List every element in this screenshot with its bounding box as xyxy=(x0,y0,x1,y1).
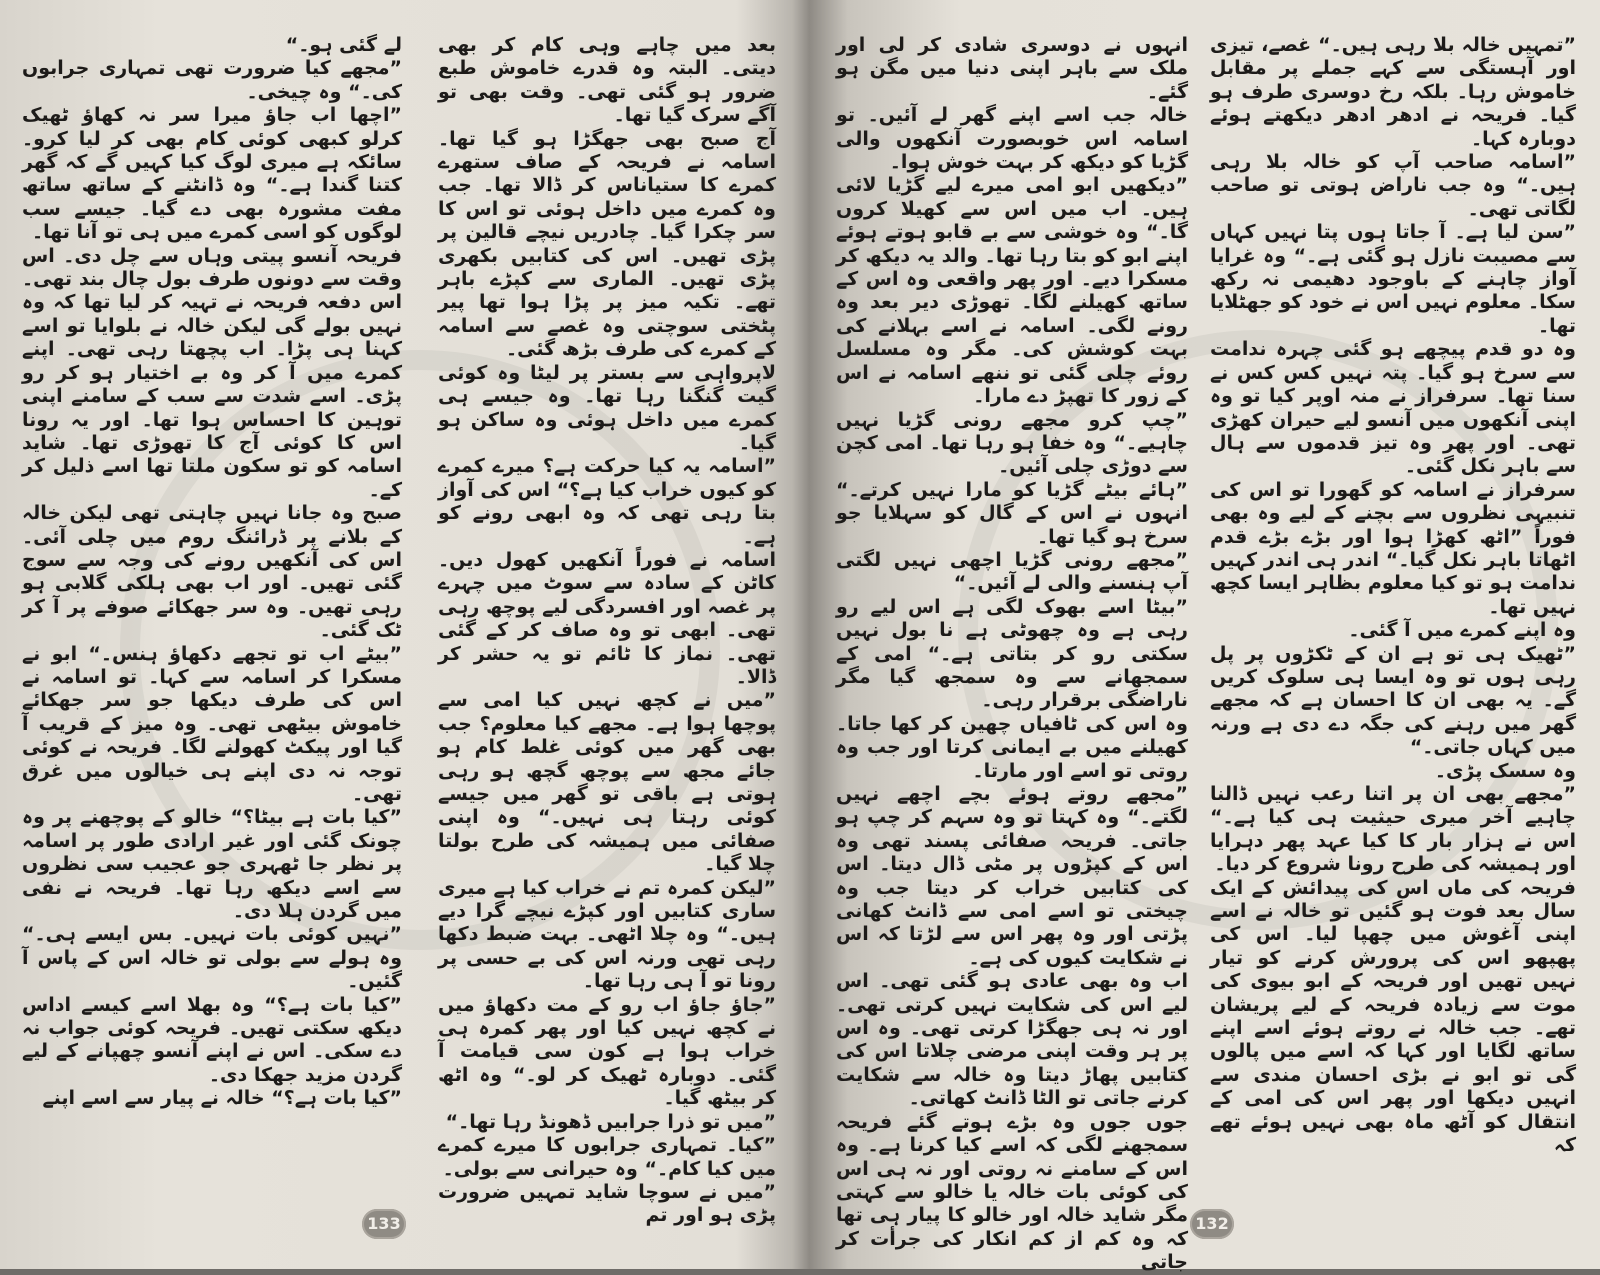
paragraph: ”کیا بات ہے؟“ وہ بھلا اسے کیسے اداس دیکھ سکتی تھیں۔ فریحہ کوئی جواب نہ دے سکی۔ اس نے اپنے آنسو چھپانے کے لیے گردن مزید جھکا دی۔ xyxy=(22,993,402,1086)
paragraph: ”کیا بات ہے بیٹا؟“ خالو کے پوچھنے پر وہ چونک گئی اور غیر ارادی طور پر اسامہ پر نظر جا ٹھہری جو عجیب سی نظروں سے اسے دیکھ رہا تھا۔ فریحہ نے نفی میں گردن ہلا دی۔ xyxy=(22,806,402,923)
paragraph: وہ اس کی ٹافیاں چھین کر کھا جاتا۔ کھیلنے میں بے ایمانی کرتا اور جب وہ روتی تو اسے اور مارتا۔ xyxy=(836,712,1188,782)
paragraph: ”جاؤ جاؤ اب رو کے مت دکھاؤ میں نے کچھ نہیں کیا اور پھر کمرہ ہی خراب ہوا ہے کون سی قیامت آ گئی۔ دوبارہ ٹھیک کر لو۔“ وہ اٹھ کر بیٹھ گیا۔ xyxy=(438,993,776,1110)
right-page-left-column xyxy=(836,34,1188,1274)
paragraph: انہوں نے دوسری شادی کر لی اور ملک سے باہر اپنی دنیا میں مگن ہو گئے۔ xyxy=(836,34,1188,103)
paragraph: ”ہائے بیٹے گڑیا کو مارا نہیں کرتے۔“ انہوں نے اس کے گال کو سہلایا جو سرخ ہو گیا تھا۔ xyxy=(836,478,1188,548)
paragraph: آج صبح بھی جھگڑا ہو گیا تھا۔ اسامہ نے فریحہ کے صاف ستھرے کمرے کا ستیاناس کر ڈالا تھا۔ جب وہ کمرے میں داخل ہوئی تو اس کا سر چکرا گیا۔ چادریں نیچے قالین پر پڑی تھیں۔ اس کی کتابیں بکھری پڑی تھیں۔ الماری سے کپڑے باہر تھے۔ تکیہ میز پر پڑا ہوا تھا پیر پٹختی سوچتی وہ غصے سے اسامہ کے کمرے کی طرف بڑھ گئی۔ xyxy=(438,127,776,361)
paragraph: ”کیا۔ تمہاری جرابوں کا میرے کمرے میں کیا کام۔“ وہ حیرانی سے بولی۔ xyxy=(438,1134,776,1180)
paragraph: ”اسامہ صاحب آپ کو خالہ بلا رہی ہیں۔“ وہ جب ناراض ہوتی تو صاحب لگاتی تھی۔ xyxy=(1210,151,1576,220)
paragraph: ”مجھے رونی گڑیا اچھی نہیں لگتی آپ ہنسنے والی لے آئیں۔“ xyxy=(836,548,1188,595)
paragraph: وہ دو قدم پیچھے ہو گئی چہرہ ندامت سے سرخ ہو گیا۔ پتہ نہیں کس کس نے سنا تھا۔ سرفراز نے منہ اوپر کیا تو وہ اپنی آنکھوں میں آنسو لیے حیران کھڑی تھی۔ اور پھر وہ تیز قدموں سے ہال سے باہر نکل گئی۔ xyxy=(1210,338,1576,478)
paragraph: ”میں تو ذرا جرابیں ڈھونڈ رہا تھا۔“ xyxy=(445,1110,776,1133)
paragraph: ”کیا بات ہے؟“ خالہ نے پیار سے اسے اپنے xyxy=(42,1087,402,1110)
paragraph: ”لیکن کمرہ تم نے خراب کیا ہے میری ساری کتابیں اور کپڑے نیچے گرا دیے ہیں۔“ وہ چلا اٹھی۔ بہت ضبط دکھا رہی تھی ورنہ اس کی بے حسی پر رونا تو آ ہی رہا تھا۔ xyxy=(438,876,776,993)
paragraph: فریحہ آنسو پیتی وہاں سے چل دی۔ اس وقت سے دونوں طرف بول چال بند تھی۔ اس دفعہ فریحہ نے تہیہ کر لیا تھا کہ وہ نہیں بولے گی لیکن خالہ نے بلوایا تو اسے کہنا ہی پڑا۔ اب پچھتا رہی تھی۔ اپنے کمرے میں آ کر وہ بے اختیار ہو کر رو پڑی۔ اسے شدت سے سب کے سامنے اپنی توہین کا احساس ہوا تھا۔ اور یہ رونا اس کا کوئی آج کا تھوڑی تھا۔ شاید اسامہ کو تو سکون ملتا تھا اسے ذلیل کر کے۔ xyxy=(22,244,402,501)
paragraph: وہ سسک پڑی۔ xyxy=(1434,759,1576,782)
paragraph: ”اچھا اب جاؤ میرا سر نہ کھاؤ ٹھیک کرلو کبھی کوئی کام بھی کر لیا کرو۔ سائکہ ہے میری لوگ کیا کہیں گے کہ گھر کتنا گندا ہے۔“ وہ ڈانٹنے کے ساتھ ساتھ مفت مشورہ بھی دے گیا۔ جیسے سب لوگوں کو اسی کمرے میں ہی تو آنا تھا۔ xyxy=(22,104,402,244)
paragraph: جوں جوں وہ بڑے ہوتے گئے فریحہ سمجھنے لگی کہ اسے کیا کرنا ہے۔ وہ اس کے سامنے نہ روتی اور نہ ہی اس کی کوئی بات خالہ یا خالو سے کہتی مگر شاید خالہ اور خالو کا پیار ہی تھا کہ وہ کم از کم انکار کی جرأت کر جاتی xyxy=(836,1110,1188,1274)
paragraph: ”بیٹا اسے بھوک لگی ہے اس لیے رو رہی ہے وہ چھوٹی ہے نا بول نہیں سکتی رو کر بتاتی ہے۔“ امی کے سمجھانے سے وہ سمجھ گیا مگر ناراضگی برقرار رہی۔ xyxy=(836,595,1188,712)
left-page-right-column xyxy=(438,34,776,1227)
left-page-left-column xyxy=(22,34,402,1199)
paragraph: سرفراز نے اسامہ کو گھورا تو اس کی تنبیہی نظروں سے بچنے کے لیے وہ بھی فوراً ”اٹھ کھڑا ہوا اور بڑے بڑے قدم اٹھاتا باہر نکل گیا۔“ اندر ہی اندر کہیں ندامت ہو تو کیا معلوم بظاہر ایسا کچھ نہیں تھا۔ xyxy=(1210,478,1576,618)
paragraph: ”مجھے کیا ضرورت تھی تمہاری جرابوں کی۔“ وہ چیخی۔ xyxy=(22,57,402,103)
paragraph: ”چپ کرو مجھے رونی گڑیا نہیں چاہیے۔“ وہ خفا ہو رہا تھا۔ امی کچن سے دوڑی چلی آئیں۔ xyxy=(836,408,1188,478)
paragraph: صبح وہ جانا نہیں چاہتی تھی لیکن خالہ کے بلانے پر ڈرائنگ روم میں چلی آئی۔ اس کی آنکھیں رونے کی وجہ سے سوج گئی تھیں۔ اور اب بھی ہلکی گلابی ہو رہی تھیں۔ وہ سر جھکائے صوفے پر آ کر ٹک گئی۔ xyxy=(22,502,402,642)
page-number: 132 xyxy=(1190,1209,1234,1239)
paragraph: لے گئی ہو۔“ xyxy=(285,34,402,56)
paragraph: ”دیکھیں ابو امی میرے لیے گڑیا لائی ہیں۔ اب میں اس سے کھیلا کروں گا۔“ وہ خوشی سے بے قابو ہوتے ہوئے اپنے ابو کو بتا رہا تھا۔ والد یہ دیکھ کر مسکرا دیے۔ اور پھر واقعی وہ اس کے ساتھ کھیلنے لگا۔ تھوڑی دیر بعد وہ رونے لگی۔ اسامہ نے اسے بہلانے کی بہت کوشش کی۔ مگر وہ مسلسل روئے چلی گئی تو ننھے اسامہ نے اس کے زور کا تھپڑ دے مارا۔ xyxy=(836,174,1188,408)
paragraph: خالہ جب اسے اپنے گھر لے آئیں۔ تو اسامہ اس خوبصورت آنکھوں والی گڑیا کو دیکھ کر بہت خوش ہوا۔ xyxy=(836,104,1188,174)
page-number: 133 xyxy=(362,1209,406,1239)
paragraph: ”مجھے روتے ہوئے بچے اچھے نہیں لگتے۔“ وہ کہتا تو وہ سہم کر چپ ہو جاتی۔ فریحہ صفائی پسند تھی وہ اس کے کپڑوں پر مٹی ڈال دیتا۔ اس کی کتابیں خراب کر دیتا جب وہ چیختی تو اسے امی سے ڈانٹ کھانی پڑتی اور وہ پھر اس سے لڑتا کہ اس نے شکایت کیوں کی ہے۔ xyxy=(836,783,1188,969)
paragraph: ”نہیں کوئی بات نہیں۔ بس ایسے ہی۔“ وہ ہولے سے بولی تو خالہ اس کے پاس آ گئیں۔ xyxy=(22,923,402,993)
paragraph: ”تمہیں خالہ بلا رہی ہیں۔“ غصے، تیزی اور آہستگی سے کہے جملے پر مقابل خاموش رہا۔ بلکہ رخ دوسری طرف ہو گیا۔ فریحہ نے ادھر ادھر دیکھتے ہوئے دوبارہ کہا۔ xyxy=(1210,34,1576,150)
paragraph: اسامہ نے فوراً آنکھیں کھول دیں۔ کاٹن کے سادہ سے سوٹ میں چہرے پر غصہ اور افسردگی لیے پوچھ رہی تھی۔ ابھی تو وہ صاف کر کے گئی تھی۔ نماز کا ٹائم تو یہ حشر کر ڈالا۔ xyxy=(438,548,776,688)
paragraph: ”اسامہ یہ کیا حرکت ہے؟ میرے کمرے کو کیوں خراب کیا ہے؟“ اس کی آواز بتا رہی تھی کہ وہ ابھی رونے کو ہے۔ xyxy=(438,455,776,548)
right-page-right-column xyxy=(1210,34,1576,1199)
paragraph: وہ اپنے کمرے میں آ گئی۔ xyxy=(1348,619,1576,642)
paragraph: فریحہ کی ماں اس کی پیدائش کے ایک سال بعد فوت ہو گئیں تو خالہ نے اسے اپنی آغوش میں چھپا لیا۔ اس کی پھپھو اس کی پرورش کرنے کو تیار نہیں تھیں اور فریحہ کے ابو بیوی کی موت سے زیادہ فریحہ کے لیے پریشان تھے۔ جب خالہ نے روتے ہوئے اسے اپنے ساتھ لگایا اور کہا کہ اسے میں پالوں گی تو ابو نے بڑی احسان مندی سے انہیں دیکھا اور پھر اس کی امی کے انتقال کو آٹھ ماہ بھی نہیں ہوئے تھے کہ xyxy=(1210,876,1576,1157)
paragraph: ”ٹھیک ہی تو ہے ان کے ٹکڑوں پر پل رہی ہوں تو وہ ایسا ہی سلوک کریں گے۔ یہ بھی ان کا احسان ہے کہ مجھے گھر میں رہنے کی جگہ دے دی ہے ورنہ میں کہاں جاتی۔“ xyxy=(1210,642,1576,759)
paragraph: ”میں نے سوچا شاید تمہیں ضرورت پڑی ہو اور تم xyxy=(438,1180,776,1227)
paragraph: اب وہ بھی عادی ہو گئی تھی۔ اس لیے اس کی شکایت نہیں کرتی تھی۔ اور نہ ہی جھگڑا کرتی تھی۔ وہ اس پر ہر وقت اپنی مرضی چلاتا اس کی کتابیں پھاڑ دیتا وہ خالہ سے شکایت کرنے جاتی تو الٹا ڈانٹ کھاتی۔ xyxy=(836,970,1188,1110)
paragraph: ”بیٹے اب تو تجھے دکھاؤ ہنس۔“ ابو نے مسکرا کر اسامہ سے کہا۔ تو اسامہ نے اس کی طرف دیکھا جو سر جھکائے خاموش بیٹھی تھی۔ وہ میز کے قریب آ گیا اور پیکٹ کھولنے لگا۔ فریحہ نے کوئی توجہ نہ دی اپنے ہی خیالوں میں غرق تھی۔ xyxy=(22,642,402,805)
paragraph: لاپرواہی سے بستر پر لیٹا وہ کوئی گیت گنگنا رہا تھا۔ وہ جیسے ہی کمرے میں داخل ہوئی وہ ساکن ہو گیا۔ xyxy=(438,361,776,454)
paragraph: بعد میں چاہے وہی کام کر بھی دیتی۔ البتہ وہ قدرے خاموش طبع ضرور ہو گئی تھی۔ وقت بھی تو آگے سرک گیا تھا۔ xyxy=(438,34,776,127)
paragraph: ”میں نے کچھ نہیں کیا امی سے پوچھا ہوا ہے۔ مجھے کیا معلوم؟ جب بھی گھر میں کوئی غلط کام ہو جائے مجھ سے پوچھ گچھ ہو رہی ہوتی ہے باقی تو گھر میں جیسے کوئی رہتا ہی نہیں۔“ وہ اپنی صفائی میں ہمیشہ کی طرح بولتا چلا گیا۔ xyxy=(438,689,776,876)
right-page xyxy=(818,0,1600,1274)
paragraph: ”سن لیا ہے۔ آ جاتا ہوں پتا نہیں کہاں سے مصیبت نازل ہو گئی ہے۔“ وہ غرایا آواز چاہنے کے باوجود دھیمی نہ رکھ سکا۔ معلوم نہیں اس نے خود کو جھٹلایا تھا۔ xyxy=(1210,221,1576,337)
paragraph: ”مجھے بھی ان پر اتنا رعب نہیں ڈالنا چاہیے آخر میری حیثیت ہی کیا ہے۔“ اس نے ہزار بار کا کیا عہد پھر دہرایا اور ہمیشہ کی طرح رونا شروع کر دیا۔ xyxy=(1210,783,1576,876)
